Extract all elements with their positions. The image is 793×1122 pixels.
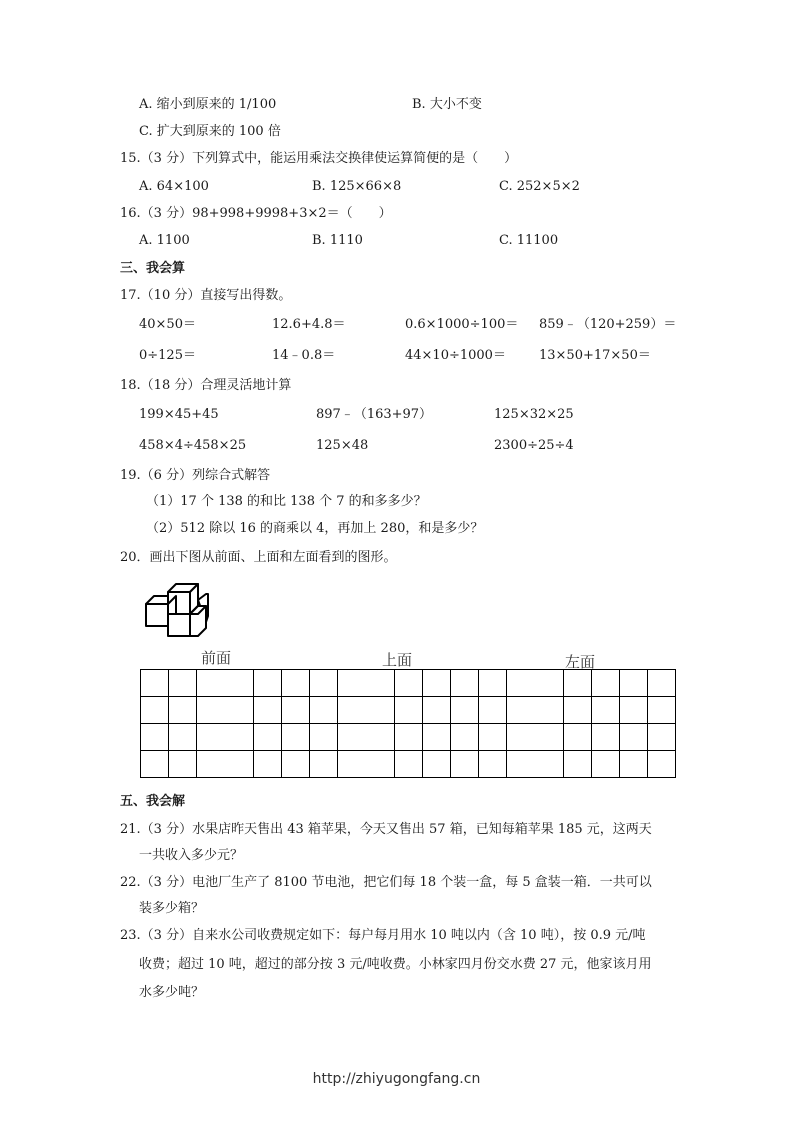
q19-stem: 19.（6 分）列综合式解答 [120, 468, 271, 483]
grid-row [141, 670, 676, 697]
q18-item: 458×4÷458×25 [139, 438, 247, 453]
q16-option-a: A. 1100 [139, 233, 190, 248]
q21-line-2: 一共收入多少元？ [139, 848, 244, 863]
q16-stem: 16.（3 分）98+998+9998+3×2＝（ ） [120, 206, 392, 221]
drawing-grid [140, 669, 676, 778]
footer-url: http://zhiyugongfang.cn [312, 1071, 481, 1087]
q16-option-c: C. 11100 [499, 233, 559, 248]
q15-option-c: C. 252×5×2 [499, 179, 580, 194]
q23-line-2: 收费；超过 10 吨，超过的部分按 3 元/吨收费。小林家四月份交水费 27 元，他家该月用 [139, 957, 652, 972]
q19-item: （2）512 除以 16 的商乘以 4，再加上 280，和是多少？ [146, 521, 484, 536]
q17-item: 859﹣（120+259）＝ [539, 317, 677, 332]
q17-item: 0.6×1000÷100＝ [405, 317, 519, 332]
q17-item: 0÷125＝ [139, 348, 196, 363]
cube-stack-figure [140, 582, 212, 644]
q15-stem: 15.（3 分）下列算式中，能运用乘法交换律使运算简便的是（ ） [120, 151, 518, 166]
grid-row [141, 697, 676, 724]
q17-item: 13×50+17×50＝ [539, 348, 651, 363]
q18-item: 2300÷25÷4 [494, 438, 574, 453]
q15-option-a: A. 64×100 [139, 179, 209, 194]
section-3-heading: 三、我会算 [120, 261, 186, 276]
q18-item: 125×48 [316, 438, 369, 453]
q23-line-1: 23.（3 分）自来水公司收费规定如下：每户每月用水 10 吨以内（含 10 吨），按 0.9 元/吨 [120, 928, 646, 943]
q22-line-1: 22.（3 分）电池厂生产了 8100 节电池，把它们每 18 个装一盒，每 5 盒装一箱．一共可以 [120, 875, 652, 890]
q18-item: 897﹣（163+97） [316, 407, 433, 422]
q21-line-1: 21.（3 分）水果店昨天售出 43 箱苹果，今天又售出 57 箱，已知每箱苹果 185 元，这两天 [120, 822, 652, 837]
q14-option-b: B. 大小不变 [412, 97, 482, 112]
q20-stem: 20．画出下图从前面、上面和左面看到的图形。 [120, 550, 397, 565]
q15-option-b: B. 125×66×8 [312, 179, 402, 194]
q22-line-2: 装多少箱？ [139, 901, 205, 916]
q14-option-a: A. 缩小到原来的 1/100 [139, 97, 277, 112]
q16-option-b: B. 1110 [312, 233, 363, 248]
grid-row [141, 751, 676, 778]
q17-item: 12.6+4.8＝ [272, 317, 346, 332]
view-label-front: 前面 [201, 649, 232, 667]
view-label-left: 左面 [565, 653, 596, 671]
q19-item: （1）17 个 138 的和比 138 个 7 的和多多少？ [146, 494, 427, 509]
q17-item: 14﹣0.8＝ [272, 348, 336, 363]
q17-item: 40×50＝ [139, 317, 196, 332]
q18-item: 125×32×25 [494, 407, 574, 422]
q17-stem: 17.（10 分）直接写出得数。 [120, 288, 292, 303]
q18-stem: 18.（18 分）合理灵活地计算 [120, 378, 292, 393]
grid-row [141, 724, 676, 751]
q18-item: 199×45+45 [139, 407, 219, 422]
q17-item: 44×10÷1000＝ [405, 348, 506, 363]
q23-line-3: 水多少吨？ [139, 985, 205, 1000]
section-5-heading: 五、我会解 [120, 794, 186, 809]
q14-option-c: C. 扩大到原来的 100 倍 [139, 124, 281, 139]
view-label-top: 上面 [382, 651, 413, 669]
